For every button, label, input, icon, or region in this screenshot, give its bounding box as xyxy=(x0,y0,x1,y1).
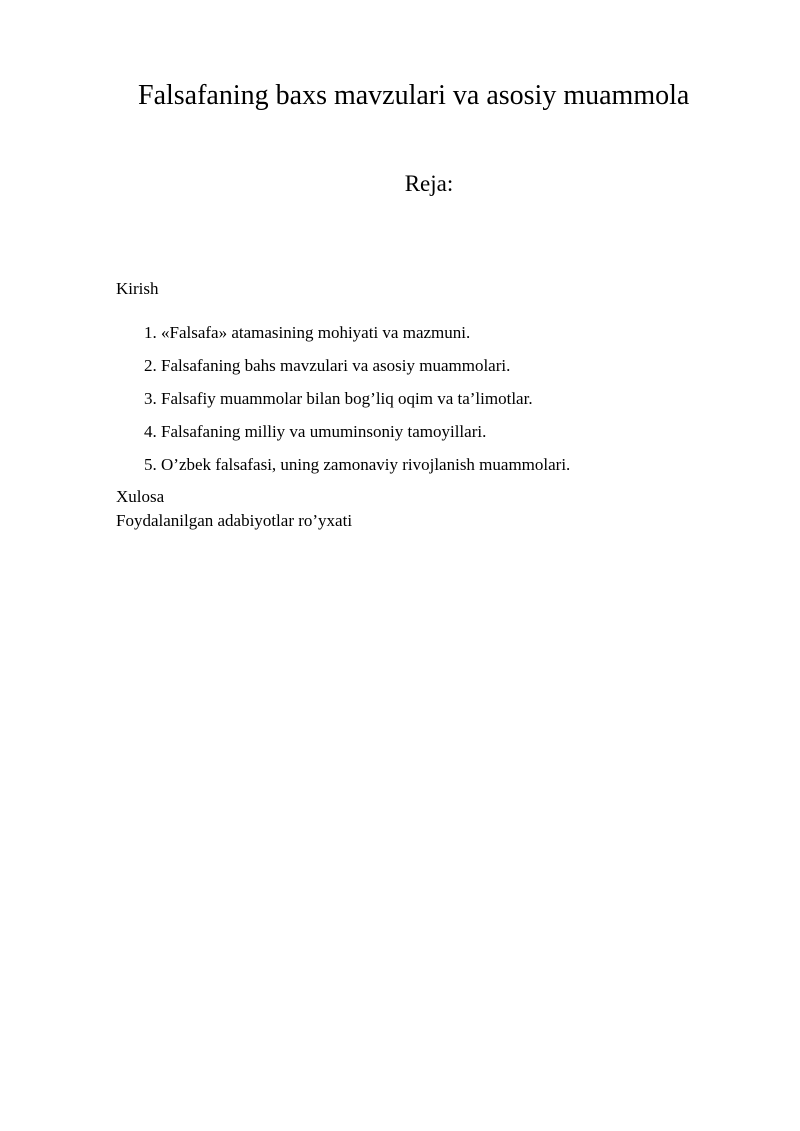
references-line: Foydalanilgan adabiyotlar ro’yxati xyxy=(116,511,353,530)
plan-list xyxy=(144,322,570,487)
intro-line: Kirish xyxy=(116,279,159,298)
plan-item-4: 4. Falsafaning milliy va umuminsoniy tamoyillari. xyxy=(144,422,487,441)
document-title: Falsafaning baxs mavzulari va asosiy muammola xyxy=(138,80,690,111)
plan-item-1: 1. «Falsafa» atamasining mohiyati va mazmuni. xyxy=(144,323,471,342)
conclusion-line: Xulosa xyxy=(116,487,165,506)
plan-item-3: 3. Falsafiy muammolar bilan bog’liq oqim va ta’limotlar. xyxy=(144,389,533,408)
plan-item-5: 5. O’zbek falsafasi, uning zamonaviy rivojlanish muammolari. xyxy=(144,455,571,474)
plan-heading: Reja: xyxy=(404,171,454,196)
plan-item-2: 2. Falsafaning bahs mavzulari va asosiy muammolari. xyxy=(144,356,511,375)
